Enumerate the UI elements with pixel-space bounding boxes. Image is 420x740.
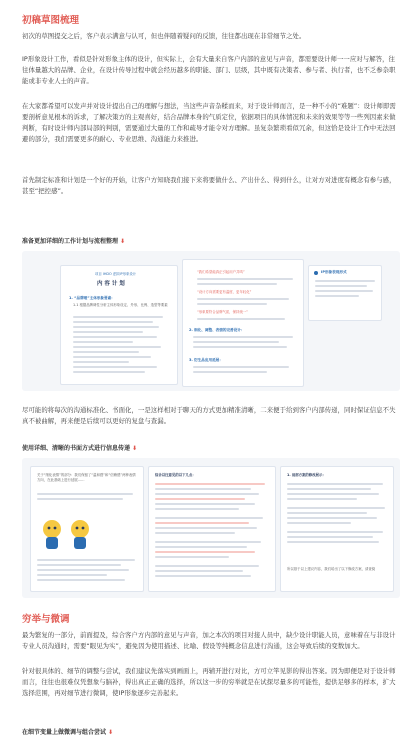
section-title-exhaust: 穷举与微调 <box>22 614 70 625</box>
mascot-illustration <box>69 519 91 551</box>
doc-item1-head: 1. “品牌理”主体形象要素： <box>69 296 115 300</box>
right-title: 1. 局部方案的修改展示： <box>287 473 326 477</box>
doc-item3-head: 3. 衍生品应用延展： <box>189 358 223 362</box>
arrow-down-icon: ⬇ <box>132 445 138 452</box>
doc-title: 内 容 计 划 <box>97 281 125 287</box>
right-note: 所以基于以上建议内容，我们给出了以下修改方案，请查阅 <box>287 567 376 571</box>
ip-form-card <box>308 265 382 321</box>
feedback-middle-card <box>148 466 276 592</box>
paragraph-1: 初次的草图提交之后，客户表示满意与认可，但也伴随着疑问的反馈，往往都出现在非常细节之处。 <box>22 32 306 40</box>
caption-fine-tuning <box>22 727 113 736</box>
caption-text: 使用详细、清晰的书面方式进行信息传递 <box>22 445 131 452</box>
plan-detail-card <box>182 259 304 387</box>
caption-written-communication <box>22 443 137 452</box>
paragraph-6: 最为繁复的一部分，前面提及，综合客户方内部的意见与声音，加之本次的项目对接人员中，缺少设计职能人员，意味着在与非设计专业人员沟通时，需要“眼见为实”，避免因为使用描述、比喻、假设等纯概念信息进行沟通，这会导致后续的变数加大。 <box>22 631 396 650</box>
written-feedback-figure <box>22 458 400 598</box>
doc-header: 项目 IHDO 虚拟IP形象设计 <box>95 272 137 276</box>
arrow-down-icon: ⬇ <box>120 238 126 245</box>
section-title-draft: 初稿草图梳理 <box>22 15 80 26</box>
right-head: IP形象表现形式 <box>321 270 347 274</box>
plan-document-card <box>60 265 178 385</box>
mid-title: 综合以往意见的以下几点： <box>155 473 196 477</box>
caption-work-plan <box>22 236 125 245</box>
work-plan-figure <box>22 251 400 391</box>
feedback-left-card <box>30 466 144 592</box>
quote-1: “我们希望能真正引起用户共鸣” <box>197 270 245 274</box>
mascot-illustration <box>41 519 63 551</box>
left-text: 关于“细化表情”的部分：我们保留了“温和感”和“信赖感”两种表情方向，在此基础上进行延展…… <box>37 473 136 482</box>
feedback-right-card <box>280 466 394 592</box>
doc-item2-head: 2. 细化、调整、表情的完善设计： <box>189 328 245 332</box>
quote-3: “形象要符合品牌气质，保持统一” <box>197 310 248 314</box>
arrow-down-icon: ⬇ <box>108 729 114 736</box>
paragraph-4: 首先制定标准和计划是一个好的开始，让客户方知晓我们接下来将要做什么、产出什么、得到什么，让对方对进度有概念有参与感，甚至“把控感”。 <box>22 176 396 195</box>
paragraph-5: 尽可能的将每次的沟通标准化、书面化，一是这样相对于聊天的方式更加精准清晰，二来便于给到客户内部传递，同时保证信息不失真不被曲解，再来便是后续可以更好的复盘与查漏。 <box>22 406 396 425</box>
caption-text: 准备更加详细的工作计划与流程整理 <box>22 238 119 245</box>
caption-text: 在细节变量上做微调与组合尝试 <box>22 729 107 736</box>
paragraph-7: 针对很具体的、细节的调整与尝试，我们建议先落实到画面上，再辅开进行对比，方可立竿见影的得出答案。因为即便是对于设计师而言，往往也很难仅凭想象与脑补，得出真正正确的选择，所以这一步的穷举就是在试探尽量多的可能性，提供足够多的样本，扩大选择范围，再对细节进行微调，使IP形象逐步完善起来。 <box>22 667 396 697</box>
paragraph-3: 在大家都希望可以发声并对设计提出自己的理解与想法，当这些声音杂糅而来，对于设计师而言，是一种不小的“难题”：设计师即需要剖析意见根本的诉求，了解决策方的主观喜好，结合品牌本身的气质定位，依据项目的具体情况和未来的效果等等一些列因素来做判断，有时设计师内部局部的判别，需要通过大量的工作和疏导才能令对方理解。虽复杂繁琐看似冗余，但这恰是设计工作中无法回避的部分，我们需要更多的耐心、专业思维、沟通能力来推进。 <box>22 102 396 143</box>
paragraph-2: IP形象设计工作，看似是针对形象主体的设计，但实际上，会有大量来自客户内部的意见与声音，都需要设计师一一应对与解答，往往体量越大的品牌、企业，在设计传导过程中就会经历越多的职能、部门、层级，其中既有决策者、参与者、执行者，也不乏参杂职能或非专业人士的声音。 <box>22 55 396 85</box>
quote-2: “设计方向需要更有温度、更年轻化” <box>197 290 252 294</box>
doc-item1-body: 1.1 根据品牌调性分析主体形象设定、外形、比例、造型等要素 <box>73 303 168 307</box>
